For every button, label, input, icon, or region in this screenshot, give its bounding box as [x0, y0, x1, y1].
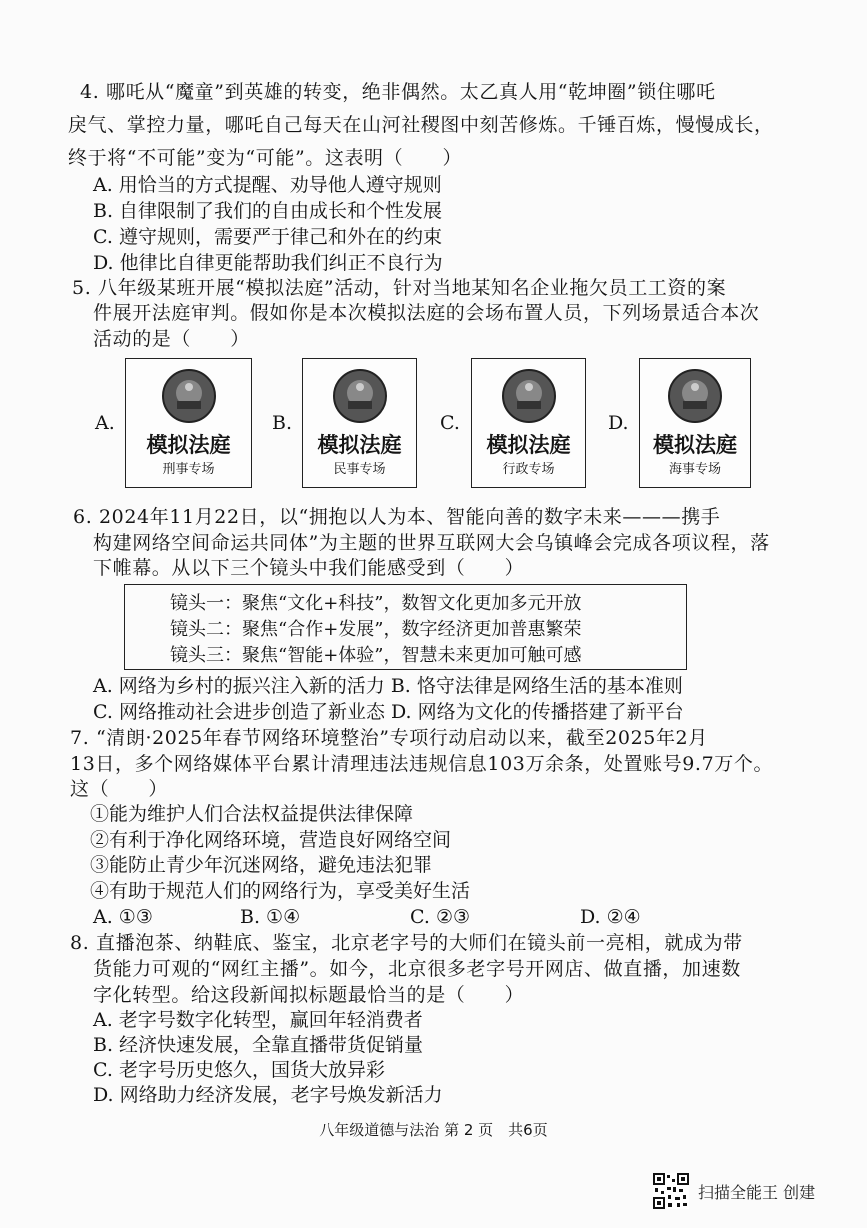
q6-stem-line-1: 6. 2024年11月22日，以“拥抱以人为本、智能向善的数字未来———携手 — [73, 506, 721, 528]
national-emblem-icon — [331, 367, 389, 425]
q7-statement-4: ④有助于规范人们的网络行为，享受美好生活 — [90, 880, 471, 902]
q6-shot-3: 镜头三：聚焦“智能+体验”，智慧未来更加可触可感 — [170, 645, 582, 666]
national-emblem-icon — [500, 367, 558, 425]
q8-option-c: C. 老字号历史悠久，国货大放异彩 — [93, 1059, 385, 1081]
q6-shot-2: 镜头二：聚焦“合作+发展”，数字经济更加普惠繁荣 — [170, 619, 582, 640]
q7-choice-a: A. ①③ — [93, 906, 153, 928]
q6-stem-line-2: 构建网络空间命运共同体”为主题的世界互联网大会乌镇峰会完成各项议程，落 — [93, 532, 770, 554]
q7-stem-line-1: 7. “清朗·2025年春节网络环境整治”专项行动启动以来，截至2025年2月 — [70, 727, 708, 749]
q4-stem-line-2: 戾气、掌控力量，哪吒自己每天在山河社稷图中刻苦修炼。千锤百炼，慢慢成长， — [68, 114, 774, 136]
q8-option-b: B. 经济快速发展，全靠直播带货促销量 — [93, 1034, 424, 1056]
national-emblem-icon — [160, 367, 218, 425]
q4-stem-line-3: 终于将“不可能”变为“可能”。这表明（ ） — [68, 147, 463, 169]
q5-option-d-title: 模拟法庭 — [653, 433, 737, 457]
q5-option-a-card — [125, 358, 252, 488]
q4-option-b: B. 自律限制了我们的自由成长和个性发展 — [93, 200, 443, 222]
qr-code-icon — [653, 1173, 689, 1209]
q5-option-d-subtitle: 海事专场 — [668, 462, 721, 477]
q4-option-a: A. 用恰当的方式提醒、劝导他人遵守规则 — [93, 174, 442, 196]
scanner-watermark: 扫描全能王 创建 — [698, 1183, 816, 1202]
q7-statement-2: ②有利于净化网络环境，营造良好网络空间 — [90, 829, 452, 851]
q6-stem-line-3: 下帷幕。从以下三个镜头中我们能感受到（ ） — [93, 557, 525, 579]
q4-option-c: C. 遵守规则，需要严于律己和外在的约束 — [93, 226, 442, 248]
q5-seal-options — [0, 358, 867, 493]
q7-stem-line-2: 13日，多个网络媒体平台累计清理违法违规信息103万余条，处置账号9.7万个。 — [70, 753, 774, 775]
q4-option-d: D. 他律比自律更能帮助我们纠正不良行为 — [93, 252, 443, 274]
q4-stem-line-1: 4. 哪吒从“魔童”到英雄的转变，绝非偶然。太乙真人用“乾坤圈”锁住哪吒 — [80, 81, 716, 103]
q8-stem-line-1: 8. 直播泡茶、纳鞋底、鉴宝，北京老字号的大师们在镜头前一亮相，就成为带 — [70, 932, 743, 954]
q6-options-row-1: A. 网络为乡村的振兴注入新的活力 B. 恪守法律是网络生活的基本准则 — [93, 675, 683, 697]
q6-shots-box — [124, 584, 687, 670]
q5-option-a-subtitle: 刑事专场 — [162, 462, 215, 477]
q6-options-row-2: C. 网络推动社会进步创造了新业态 D. 网络为文化的传播搭建了新平台 — [93, 701, 684, 723]
q5-option-a-letter: A. — [95, 412, 115, 434]
q5-option-c-card — [471, 358, 586, 488]
q8-stem-line-3: 字化转型。给这段新闻拟标题最恰当的是（ ） — [93, 984, 525, 1006]
q5-option-c-subtitle: 行政专场 — [502, 462, 555, 477]
q5-stem-line-2: 件展开法庭审判。假如你是本次模拟法庭的会场布置人员，下列场景适合本次 — [93, 302, 760, 324]
page-footer: 八年级道德与法治 第 2 页 共6页 — [319, 1121, 548, 1139]
q5-option-d-card — [639, 358, 751, 488]
q7-choice-b: B. ①④ — [240, 906, 301, 928]
q6-shot-1: 镜头一：聚焦“文化+科技”，数智文化更加多元开放 — [170, 593, 582, 614]
q5-option-b-subtitle: 民事专场 — [333, 462, 386, 477]
q7-statement-1: ①能为维护人们合法权益提供法律保障 — [90, 803, 414, 825]
q7-stem-line-3: 这（ ） — [70, 778, 169, 800]
q5-option-b-card — [302, 358, 417, 488]
q8-option-d: D. 网络助力经济发展，老字号焕发新活力 — [93, 1084, 443, 1106]
q5-stem-line-3: 活动的是（ ） — [93, 328, 250, 350]
q5-option-c-title: 模拟法庭 — [486, 433, 571, 457]
q7-choice-c: C. ②③ — [410, 906, 471, 928]
q8-stem-line-2: 货能力可观的“网红主播”。如今，北京很多老字号开网店、做直播，加速数 — [93, 958, 741, 980]
q5-option-d-letter: D. — [608, 412, 629, 434]
q7-statement-3: ③能防止青少年沉迷网络，避免违法犯罪 — [90, 854, 433, 876]
q5-option-b-letter: B. — [272, 412, 293, 434]
q7-choice-d: D. ②④ — [580, 906, 641, 928]
q5-option-a-title: 模拟法庭 — [146, 433, 231, 457]
q5-option-c-letter: C. — [440, 412, 460, 434]
q8-option-a: A. 老字号数字化转型，赢回年轻消费者 — [93, 1009, 423, 1031]
q5-stem-line-1: 5. 八年级某班开展“模拟法庭”活动，针对当地某知名企业拖欠员工工资的案 — [72, 277, 727, 299]
q5-option-b-title: 模拟法庭 — [317, 433, 402, 457]
national-emblem-icon — [666, 367, 724, 425]
